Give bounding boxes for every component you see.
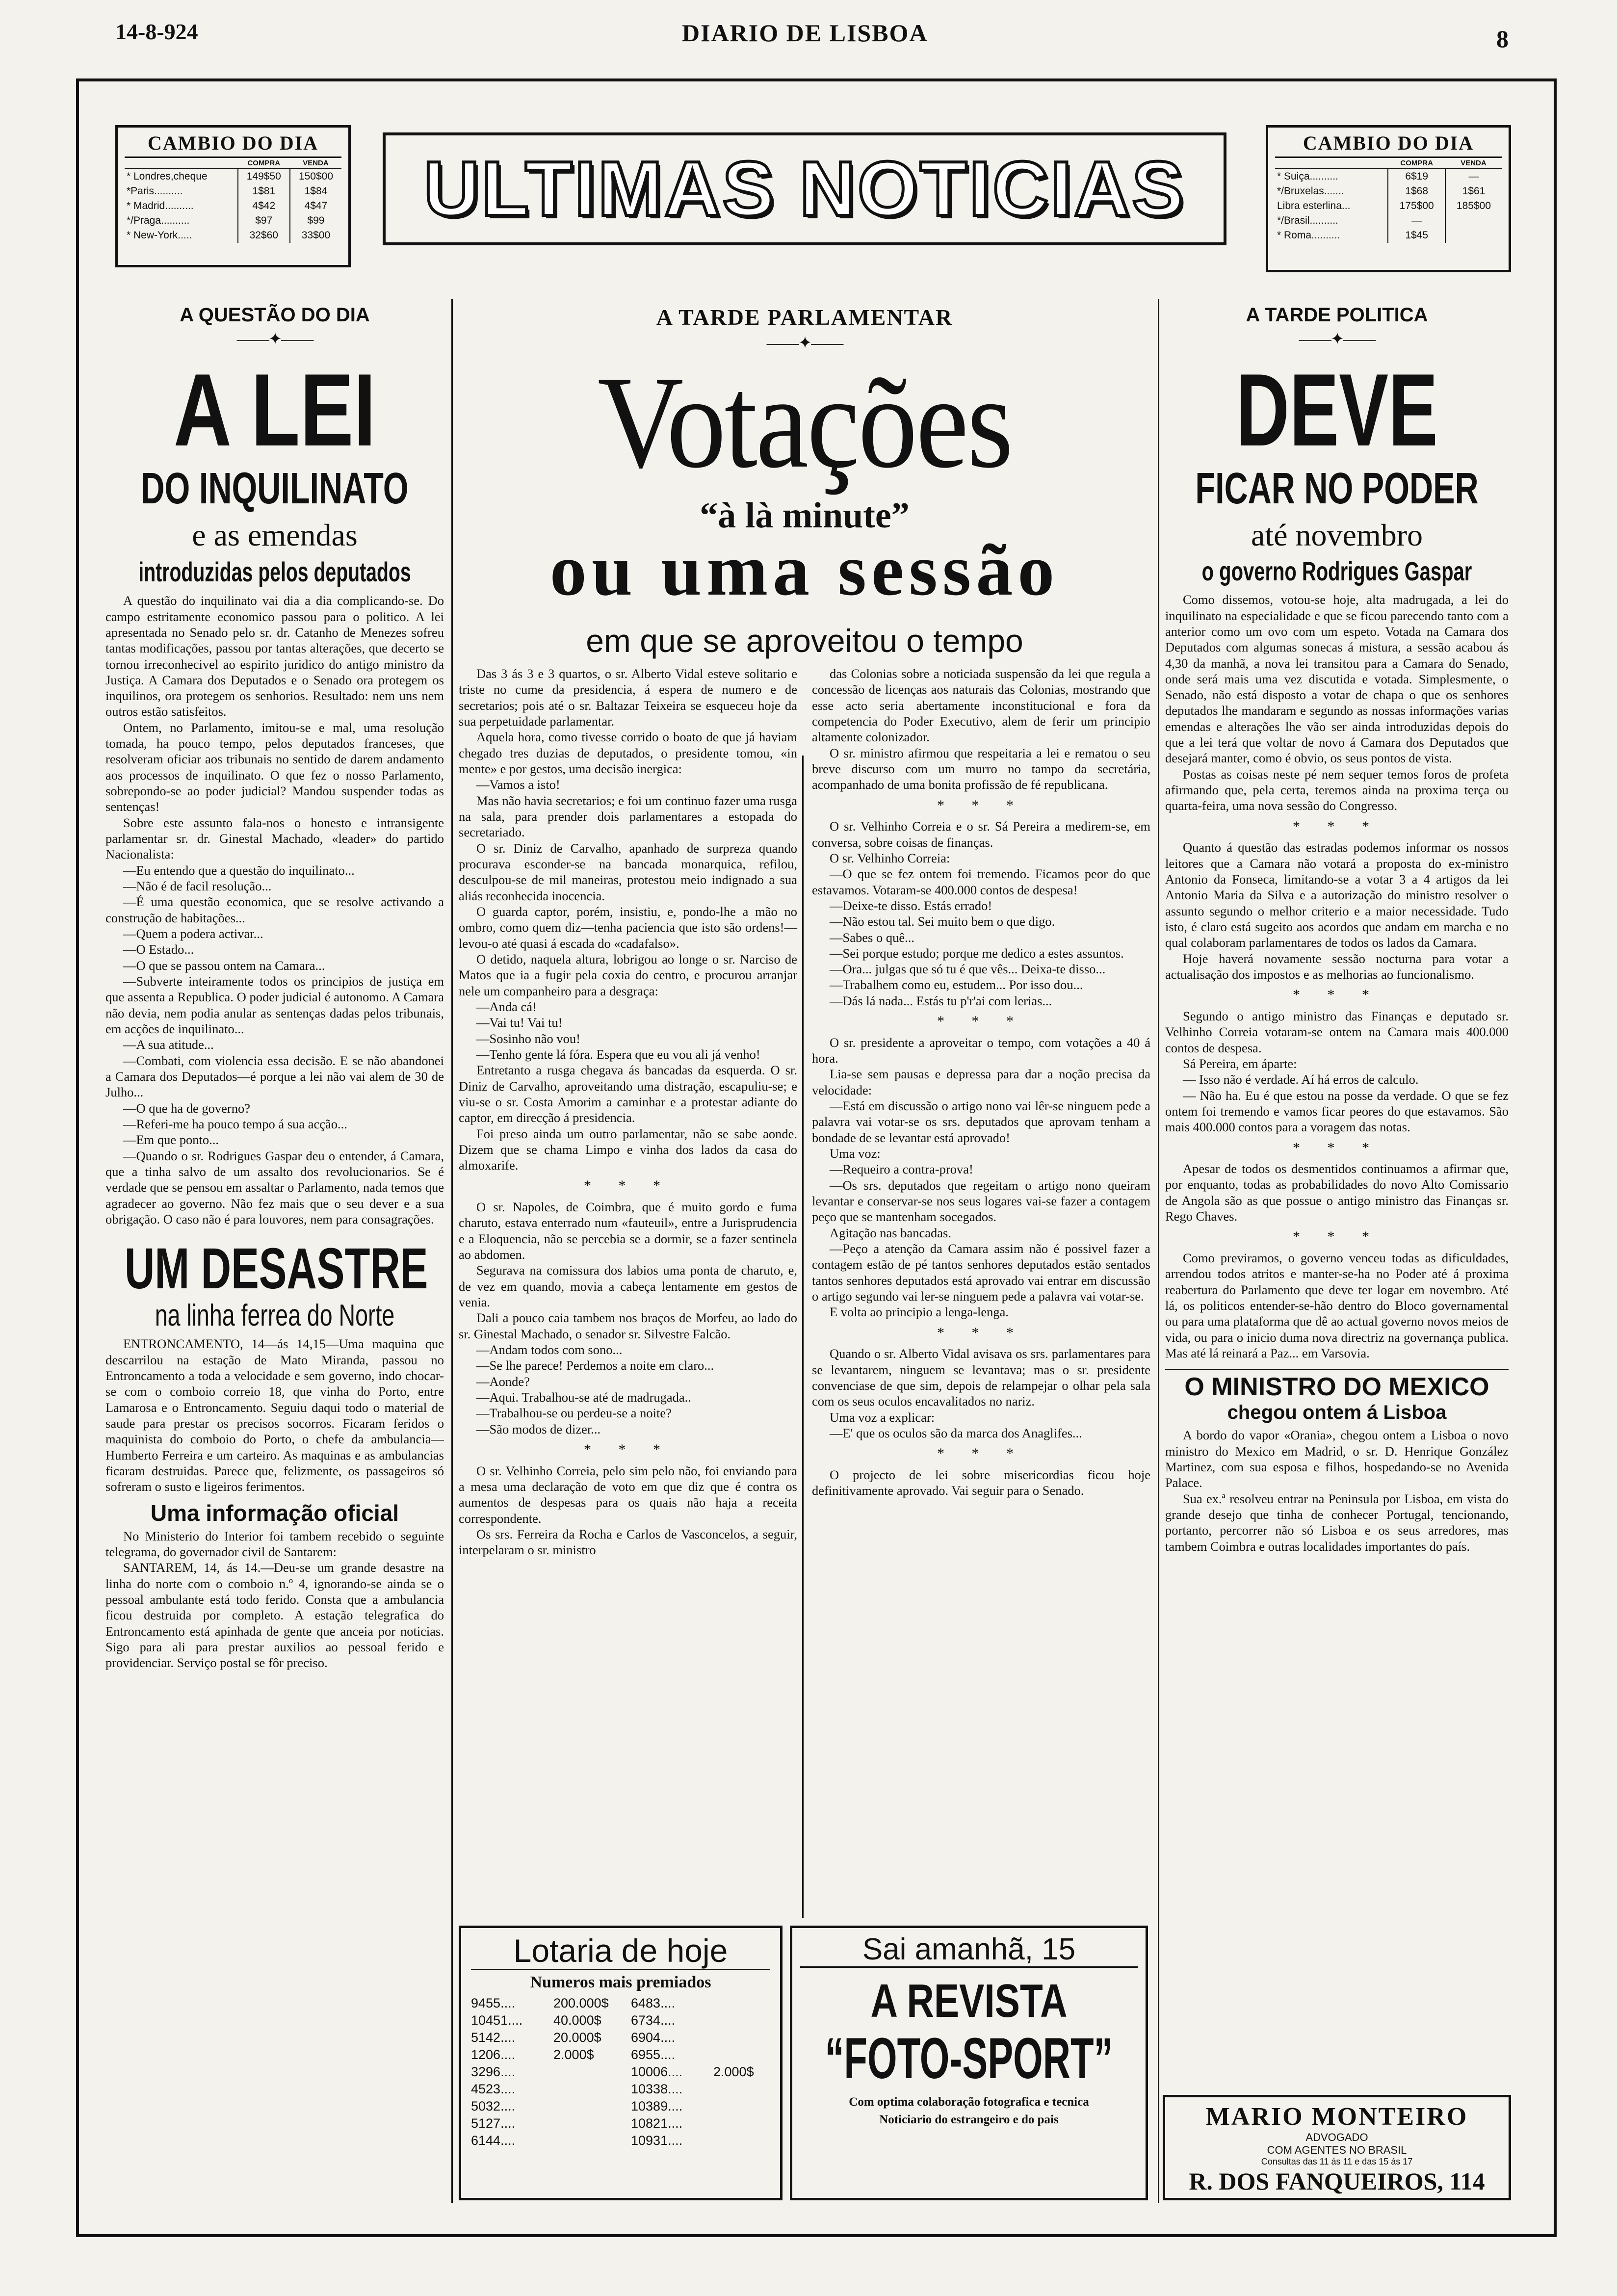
headline-informacao-oficial: Uma informação oficial: [150, 1500, 399, 1526]
separator: * * *: [937, 1013, 1025, 1030]
headline-ministro-mexico: O MINISTRO DO MEXICO: [1184, 1373, 1489, 1402]
col-venda: VENDA: [1445, 158, 1502, 169]
revista-foto-sport-ad: [790, 1926, 1148, 2200]
advogado-address: R. DOS FANQUEIROS, 114: [1189, 2167, 1485, 2195]
separator: * * *: [1293, 1139, 1381, 1156]
separator: * * *: [937, 797, 1025, 813]
article-votacoes: [459, 304, 1150, 1918]
headline: A LEI: [173, 352, 376, 468]
separator: * * *: [937, 1445, 1025, 1462]
cambio-left-title: CAMBIO DO DIA: [125, 131, 341, 158]
headline: Votações: [597, 349, 1012, 496]
headline: DEVE: [1236, 352, 1438, 468]
lotaria-prizes-a: 200.000$ 40.000$ 20.000$ 2.000$: [553, 1995, 609, 2062]
subheadline: e as emendas: [192, 518, 358, 552]
col-compra: COMPRA: [1388, 158, 1445, 169]
separator: * * *: [584, 1441, 672, 1458]
table-row: */Bruxelas....... 1$68 1$61: [1275, 184, 1502, 199]
lotaria-subtitle: Numeros mais premiados: [530, 1973, 711, 1991]
advogado-name: MARIO MONTEIRO: [1205, 2103, 1468, 2131]
article-body-desastre: ENTRONCAMENTO, 14—ás 14,15—Uma maquina que descarrilou na estação de Mato Miranda, passou no Entroncamento a toda a velocidade e sem governo, indo chocar-se com o comboio correio 18, que vinha do Porto, entre Lamarosa e o Entroncamento. Seguiu daqui todo o material de saude para prestar os precisos socorros. Ficaram feridos o maquinista do comboio do Porto, o chefe da ambulancia—Humberto Ferreira e um carteiro. As maquinas e as ambulancias ficaram destruidas. Parece que, felizmente, os passageiros só sofreram o susto e ligeiros ferimentos.: [105, 1336, 444, 1494]
ultimas-noticias-banner: [383, 132, 1226, 245]
ornament: ——✦——: [236, 330, 313, 348]
lotaria-prize-b: 2.000$: [713, 2064, 754, 2079]
cambio-right-table: [1275, 158, 1502, 243]
cambio-left: [115, 125, 351, 267]
separator: * * *: [937, 1324, 1025, 1341]
cambio-right-title: CAMBIO DO DIA: [1275, 131, 1502, 158]
ornament: ——✦——: [1299, 330, 1375, 348]
article-body-left: Das 3 ás 3 e 3 quartos, o sr. Alberto Vidal esteve solitario e triste no cume da presidencia, á espera de numero e de secretarios; pois até o sr. Baltazar Teixeira se esqueceu hoje da sua perpetuidade parlamentar. Aquela hora, como tivesse corrido o boato de que já haviam chegado tres duzias de deputados, o presidente tomou, «in mente» e por gestos, uma decisão inergica: —Vamos a isto! Mas não havia secretarios; e foi um continuo fazer uma rusga na sala, para prender dois parlamentares a estopada do secretariado. O sr. Diniz de Carvalho, apanhado de surpreza quando procurava esconder-se na bancada monarquica, refilou, desculpou-se de mil maneiras, protestou meio indignado a sua aliás reconhecida inocencia. O guarda captor, porém, insistiu, e, pondo-lhe a mão no ombro, como quem diz—tenha paciencia que isto são ordens!—levou-o até quasi á escada do «cadafalso». O detido, naquela altura, lobrigou ao longe o sr. Narciso de Matos que ia a fugir pela coxia do centro, e procurou arranjar nele um companheiro para a desgraça: —Anda cá! —Vai tu! Vai tu! —Sosinho não vou! —Tenho gente lá fóra. Espera que eu vou ali já venho! Entretanto a rusga chegava ás bancadas da esquerda. O sr. Diniz de Carvalho, aproveitando uma distração, escapuliu-se; e viu-se o sr. Costa Amorim a caminhar e a protestar adiante do captor, em direcção á presidencia. Foi preso ainda um outro parlamentar, não se sabe aonde. Dizem que se chama Limpo e vinha dos lados da casa do almoxarife. * * * O sr. Napoles, de Coimbra, que é muito gordo e fuma charuto, estava enterrado num «fauteuil», entre a Jurisprudencia e a Eloquencia, não se percebia se a dormir, se a fazer sentinela ao abdomen. Segurava na comissura dos labios uma ponta de charuto, e, de vez em quando, movia a cabeça lentamente em gestos de venia. Dali a pouco caia tambem nos braços de Morfeu, ao lado do sr. Ginestal Machado, o senador sr. Silvestre Falcão. —Andam todos com sono... —Se lhe parece! Perdemos a noite em claro... —Aonde? —Aqui. Trabalhou-se até de madrugada.. —Trabalhou-se ou perdeu-se a noite? —São modos de dizer... * * * O sr. Velhinho Correia, pelo sim pelo não, foi enviando para a mesa uma declaração de voto em que diz que é contra os aumentos de despesas para os quais não haja a receita correspondente. Os srs. Ferreira da Rocha e Carlos de Vasconcelos, a seguir, interpelaram o sr. ministro: [459, 666, 797, 1558]
advogado-hours: Consultas das 11 ás 11 e das 15 ás 17: [1261, 2157, 1413, 2166]
col-venda: VENDA: [290, 158, 341, 169]
headline-2: DO INQUILINATO: [141, 464, 409, 513]
kicker: A QUESTÃO DO DIA: [180, 304, 370, 326]
article-body-mexico: A bordo do vapor «Orania», chegou ontem a Lisboa o novo ministro do Mexico em Madrid, o sr. D. Henrique González Martinez, com sua esposa e filhos, hospedando-se no Avenida Palace. Sua ex.ª resolveu entrar na Peninsula por Lisboa, em vista do grande desejo que tinha de conhecer Portugal, tencionando, portanto, percorrer não só Lisboa e os seus arredores, mas tambem Coimbra e outras localidades importantes do país.: [1165, 1428, 1509, 1554]
revista-label: A REVISTA: [870, 1975, 1068, 2028]
article-body-oficial: No Ministerio do Interior foi tambem recebido o seguinte telegrama, do governador civil de Santarem: SANTAREM, 14, ás 14.—Deu-se um grande desastre na linha do norte com o comboio n.º 4, ignorando-se ainda se o pessoal ambulante está todo ferido. Consta que a ambulancia ficou destruida por completo. A estação telegrafica do Entroncamento está apinhada de gente que anceia por noticias. Sigo para ali para prestar auxilios ao pessoal ferido e providenciar. Serviço postal se fôr preciso.: [105, 1528, 444, 1670]
lotaria-numbers-b: 6483.... 6734.... 6904.... 6955.... 10006.... 10338.... 10389.... 10821.... 10931....: [631, 1995, 683, 2148]
table-row: Libra esterlina... 175$00 185$00: [1275, 199, 1502, 213]
lotaria-numbers-a: 9455.... 10451.... 5142.... 1206.... 3296.... 4523.... 5032.... 5127.... 6144....: [471, 1995, 523, 2148]
table-row: * Madrid.......... 4$42 4$47: [125, 199, 341, 213]
article-deve-ficar-no-poder: [1165, 304, 1509, 2090]
subheadline-2: ou uma sessão: [549, 529, 1060, 611]
revista-line-2: Noticiario do estrangeiro e do pais: [879, 2113, 1059, 2127]
separator: * * *: [584, 1177, 672, 1194]
revista-name: “FOTO-SPORT”: [825, 2026, 1113, 2091]
advogado-ad: [1163, 2095, 1511, 2200]
article-body: A questão do inquilinato vai dia a dia complicando-se. Do campo estritamente economico passou para o politico. A lei apresentada no Senado pelo sr. dr. Catanho de Menezes sofreu tantas modificações, passou por tantas alterações, que decerto se tornou irreconhecivel ao espirito juridico do antigo ministro da Justiça. A Camara dos Deputados e o Senado ora protegem os inquilinos, ora protegem os senhorios. Resultado: nem uns nem outros estão satisfeitos. Ontem, no Parlamento, imitou-se e mal, uma resolução tomada, ha pouco tempo, pelos deputados franceses, que resolveram oficiar aos tribunais no sentido de darem andamento aos processos de inquilinato. O que fez o nosso Parlamento, sobrepondo-se ao poder judicial? Mandou suspender todas as sentenças! Sobre este assunto fala-nos o honesto e intransigente parlamentar sr. dr. Ginestal Machado, «leader» do partido Nacionalista: —Eu entendo que a questão do inquilinato... —Não é de facil resolução... —É uma questão economica, que se resolve activando a construção de habitações... —Quem a podera activar... —O Estado... —O que se passou ontem na Camara... —Subverte inteiramente todos os principios de justiça em que assenta a Republica. O poder judicial é autonomo. A Camara não devia, nem podia anular as sentenças dadas pelos tribunais, em acções de inquilinato... —A sua atitude... —Combati, com violencia essa decisão. E se não abandonei a Camara dos Deputados—é porque a lei não vai alem de 30 de Julho... —O que ha de governo? —Referi-me ha pouco tempo á sua acção... —Em que ponto... —Quando o sr. Rodrigues Gaspar deu o entender, á Camara, que a tinha salvo de um assalto dos revolucionarios. Se é verdade que se pensou em assaltar o Parlamento, nada temos que agradecer ao governo. Não fez mais que o seu dever e a sua obrigação. O caso não é para louvores, nem para consagrações.: [105, 593, 444, 1226]
banner-text: ULTIMAS NOTICIAS: [423, 145, 1186, 232]
cambio-right: [1266, 125, 1511, 272]
advogado-role: ADVOGADO: [1305, 2131, 1368, 2143]
col-compra: COMPRA: [238, 158, 290, 169]
lotaria-box: [459, 1926, 782, 2200]
revista-line-1: Com optima colaboração fotografica e tecnica: [849, 2095, 1089, 2109]
table-row: */Praga.......... $97 $99: [125, 213, 341, 228]
subheadline-2: introduzidas pelos deputados: [138, 556, 411, 588]
cambio-left-table: [125, 158, 341, 243]
headline-2: FICAR NO PODER: [1195, 464, 1479, 513]
subheadline-ministro-mexico: chegou ontem á Lisboa: [1227, 1402, 1447, 1424]
subheadline: “à là minute”: [700, 495, 910, 536]
newspaper-title: DIARIO DE LISBOA: [682, 19, 928, 47]
issue-date: 14-8-924: [115, 19, 198, 44]
table-row: * Suiça.......... 6$19 —: [1275, 169, 1502, 184]
subheadline: até novembro: [1251, 518, 1423, 552]
article-a-lei-do-inquilinato: [105, 304, 444, 2203]
table-row: *Paris.......... 1$81 1$84: [125, 184, 341, 199]
kicker: A TARDE POLITICA: [1246, 304, 1428, 326]
advogado-agents: COM AGENTES NO BRASIL: [1267, 2144, 1407, 2156]
separator: * * *: [1293, 1228, 1381, 1245]
separator: * * *: [1293, 987, 1381, 1003]
subheadline-3: em que se aproveitou o tempo: [586, 622, 1023, 659]
table-row: * Londres,cheque 149$50 150$00: [125, 169, 341, 184]
lotaria-title: Lotaria de hoje: [471, 1933, 770, 1970]
table-row: */Brasil.......... —: [1275, 213, 1502, 228]
table-row: * Roma.......... 1$45: [1275, 228, 1502, 243]
table-row: * New-York..... 32$60 33$00: [125, 228, 341, 243]
column-divider: [1158, 299, 1159, 2203]
page-number: 8: [1496, 25, 1509, 52]
article-body-right: das Colonias sobre a noticiada suspensão da lei que regula a concessão de licenças aos naturais das Colonias, mostrando que esse acto seria abertamente inconstitucional e fora da competencia do Poder Executivo, alem de ferir um principio altamente colonizador. O sr. ministro afirmou que respeitaria a lei e rematou o seu breve discurso com um murro no tampo da secretária, acompanhado de uma bonita profissão de fé republicana. * * * O sr. Velhinho Correia e o sr. Sá Pereira a medirem-se, em conversa, sobre coisas de finanças. O sr. Velhinho Correia: —O que se fez ontem foi tremendo. Ficamos peor do que estavamos. Votaram-se 400.000 contos de despesa! —Deixe-te disso. Estás errado! —Não estou tal. Sei muito bem o que digo. —Sabes o quê... —Sei porque estudo; porque me dedico a estes assuntos. —Ora... julgas que só tu é que vês... Deixa-te disso... —Trabalhem como eu, estudem... Por isso dou... —Dás lá nada... Estás tu p'r'ai com lerias... * * * O sr. presidente a aproveitar o tempo, com votações a 40 á hora. Lia-se sem pausas e depressa para dar a noção precisa da velocidade: —Está em discussão o artigo nono vai lêr-se ninguem pede a palavra vai votar-se os srs. deputados que aprovam tenham a bondade de se levantar está aprovado! Uma voz: —Requeiro a contra-prova! —Os srs. deputados que regeitam o artigo nono queiram levantar e conservar-se nos seus logares vai-se fazer a contagem peço que se mantenham socegados. Agitação nas bancadas. —Peço a atenção da Camara assim não é possivel fazer a contagem estão de pé tantos senhores deputados estão sentados tantos senhores deputados está aprovado vai entrar em discussão o artigo segundo vai ler-se ninguem pede a palavra vai votar-se. E volta ao principio a lenga-lenga. * * * Quando o sr. Alberto Vidal avisava os srs. parlamentares para se levantarem, ninguem se levantava; mas o sr. presidente convenciase de que sim, depois de relampejar o olhar pela sala com os seus oculos encavalitados no nariz. Uma voz a explicar: —E' que os oculos são da marca dos Anaglifes... * * * O projecto de lei sobre misericordias ficou hoje definitivamente aprovado. Vai seguir para o Senado.: [812, 666, 1150, 1498]
article-body: Como dissemos, votou-se hoje, alta madrugada, a lei do inquilinato na especialidade e que se ficou parecendo tanto com a anterior como um ovo com um espeto. Votada na Camara dos Deputados com algumas sonecas á mistura, a sessão acabou ás 4,30 da manhã, a nova lei transitou para a Camara do Senado, onde será mais uma vez discutida e votada. Simplesmente, o Senado, não está disposto a votar de chapa o que os senhores deputados lhe mandaram e segundo as nossas informações varias emendas e alterações lhe vão ser ainda introduzidas depois do que a lei terá que voltar de novo á Camara dos Deputados que desejará manter, como é obvio, os seus pontos de vista. Postas as coisas neste pé nem sequer temos foros de profeta afirmando que, pela certa, teremos ainda na proxima terça ou quarta-feira, uma nova sessão do Congresso. * * * Quanto á questão das estradas podemos informar os nossos leitores que a Camara não votará a proposta do ex-ministro Antonio da Fonseca, limitando-se a votar 3 a 4 artigos da lei Antonio Maria da Silva e a autorização do ministro resolver o assunto segundo o melhor criterio e a maior necessidade. Tudo isto, é claro está sugeito aos acordos que andam em marcha e no qual colaboram parlamentares de todos os lados da Camara. Hoje haverá novamente sessão nocturna para votar a actualisação dos impostos e as melhorias ao funcionalismo. * * * Segundo o antigo ministro das Finanças e deputado sr. Velhinho Correia votaram-se ontem na Camara mais 400.000 contos de despesa. Sá Pereira, em áparte: — Isso não é verdade. Aí há erros de calculo. — Não ha. Eu é que estou na posse da verdade. O que se fez ontem foi tremendo e vamos ficar peores do que estavamos. São mais 400.000 contos para a voragem das notas. * * * Apesar de todos os desmentidos continuamos a afirmar que, por enquanto, todas as probabilidades do novo Alto Comissario de Angola são as que possue o antigo ministro das Finanças sr. Rego Chaves. * * * Como previramos, o governo venceu todas as dificuldades, arrendou todos atritos e manter-se-ha no Poder até á proxima reabertura do Parlamento que deve ter logar em novembro. Até lá, os politicos entender-se-hão dentro do Bloco governamental ou para uma plataforma que dê ao actual governo novos meios de vida, ou para o inicio duma nova directriz na governança publica. Mas até lá reinará a Paz... em Varsovia.: [1165, 592, 1509, 1361]
revista-date: Sai amanhã, 15: [800, 1933, 1138, 1968]
subheadline-desastre: na linha ferrea do Norte: [155, 1299, 395, 1333]
subheadline-2: o governo Rodrigues Gaspar: [1201, 557, 1472, 587]
column-divider: [451, 299, 453, 2203]
kicker: A TARDE PARLAMENTAR: [656, 305, 953, 330]
ornament: ——✦——: [766, 334, 843, 352]
separator: * * *: [1293, 818, 1381, 835]
headline-desastre: UM DESASTRE: [125, 1236, 428, 1302]
